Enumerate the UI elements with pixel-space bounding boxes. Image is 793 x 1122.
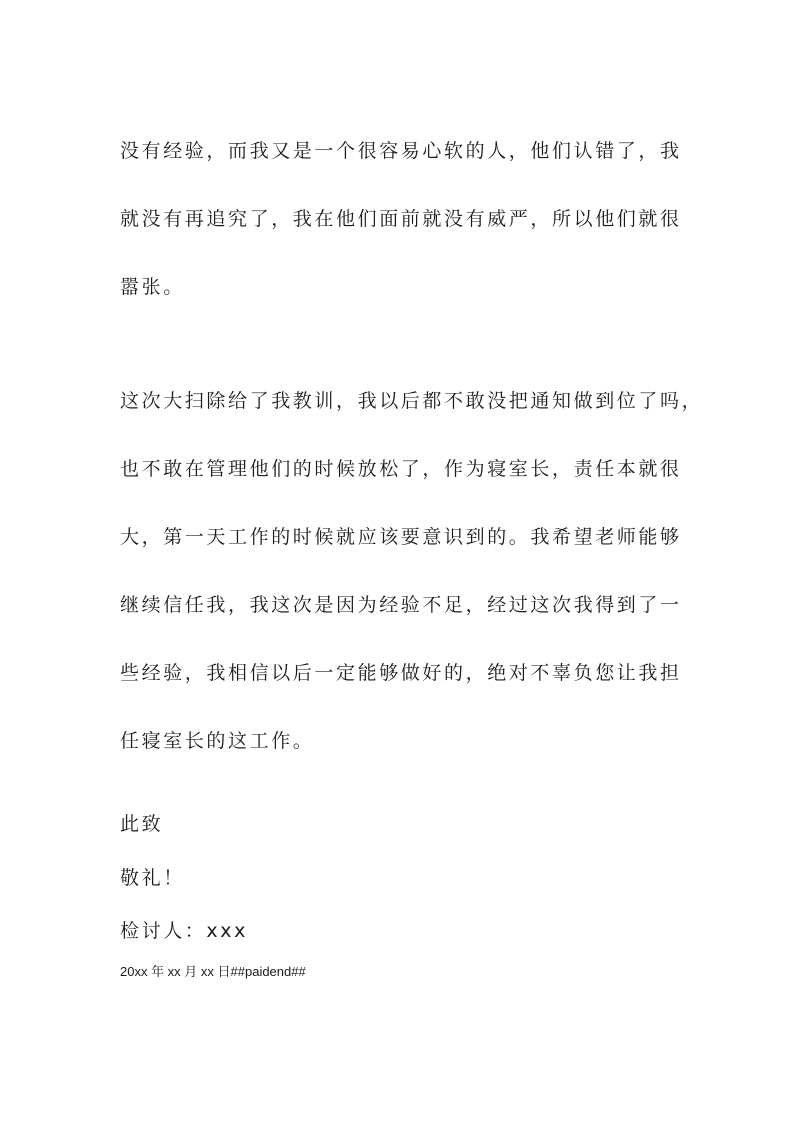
greeting-line: 敬礼！ — [120, 867, 185, 889]
text-line: 任寝室长的这工作。 — [120, 730, 315, 752]
text-line: 这次大扫除给了我教训，我以后都不敢没把通知做到位了吗， — [120, 390, 704, 412]
text-line: 嚣张。 — [120, 276, 185, 298]
text-line: 就没有再追究了，我在他们面前就没有威严，所以他们就很 — [120, 208, 682, 230]
date-line: 20xx 年 xx 月 xx 日##paidend## — [120, 964, 306, 979]
paragraph-lesson — [120, 350, 704, 792]
text-line: 也不敢在管理他们的时候放松了，作为寝室长，责任本就很 — [120, 458, 682, 480]
paragraph-experience — [120, 100, 680, 338]
text-line: 些经验，我相信以后一定能够做好的，绝对不辜负您让我担 — [120, 662, 682, 684]
text-line: 继续信任我，我这次是因为经验不足，经过这次我得到了一 — [120, 594, 682, 616]
signature-line: 检讨人：xxx — [120, 920, 248, 942]
closing-line: 此致 — [120, 813, 164, 835]
text-line: 没有经验，而我又是一个很容易心软的人，他们认错了，我 — [120, 140, 682, 162]
document-body — [120, 100, 704, 981]
text-line: 大，第一天工作的时候就应该要意识到的。我希望老师能够 — [120, 526, 682, 548]
